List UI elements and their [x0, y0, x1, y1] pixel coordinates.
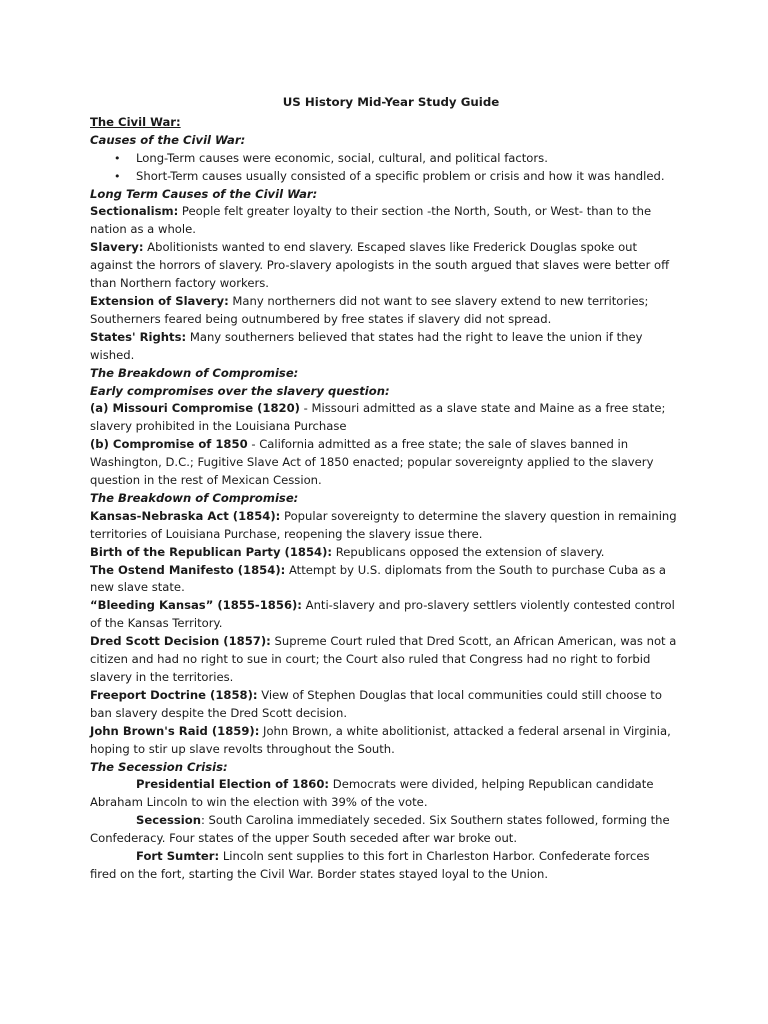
long-term-entry	[90, 329, 678, 365]
breakdown-entry	[90, 597, 678, 633]
entry-text: - Missouri admitted as a slave state and Maine as a free state; slavery prohibited in the Louisiana Purchase	[90, 401, 666, 434]
entry-text: Democrats were divided, helping Republican candidate Abraham Lincoln to win the election with 39% of the vote.	[90, 777, 654, 810]
entry-text: John Brown, a white abolitionist, attacked a federal arsenal in Virginia, hoping to stir up slave revolts throughout the South.	[90, 723, 671, 756]
entry-term: Presidential Election of 1860:	[136, 777, 330, 792]
entry-text: Attempt by U.S. diplomats from the South to purchase Cuba as a new slave state.	[90, 562, 667, 595]
entry-text: People felt greater loyalty to their section -the North, South, or West- than to the nation as a whole.	[90, 204, 652, 237]
breakdown-entry	[90, 723, 678, 759]
secession-entry	[90, 776, 678, 812]
entry-term: Secession	[136, 813, 201, 828]
breakdown-entry	[90, 633, 678, 687]
entry-text: Many northerners did not want to see slavery extend to new territories; Southerners feared being outnumbered by free states if slavery did not spread.	[90, 293, 649, 326]
causes-heading: Causes of the Civil War:	[90, 132, 246, 147]
secession-entry	[90, 812, 678, 848]
long-term-entry	[90, 293, 678, 329]
list-item: • Short-Term causes usually consisted of a specific problem or crisis and how it was handled.	[136, 168, 678, 186]
long-term-entry	[90, 203, 678, 239]
entry-term: John Brown's Raid (1859):	[90, 723, 260, 738]
entry-term: Slavery:	[90, 240, 144, 255]
entry-text: : South Carolina immediately seceded. Six Southern states followed, forming the Confederacy. Four states of the upper South seceded after war broke out.	[90, 813, 670, 846]
breakdown-heading: The Breakdown of Compromise:	[90, 365, 299, 380]
entry-term: The Ostend Manifesto (1854):	[90, 562, 286, 577]
list-item: • Long-Term causes were economic, social, cultural, and political factors.	[136, 150, 678, 168]
breakdown-entry	[90, 544, 678, 562]
breakdown-entry	[90, 508, 678, 544]
compromise-entry	[90, 400, 678, 436]
entry-text: Lincoln sent supplies to this fort in Charleston Harbor. Confederate forces fired on the fort, starting the Civil War. Border states stayed loyal to the Union.	[90, 849, 650, 881]
entry-term: Freeport Doctrine (1858):	[90, 687, 258, 702]
entry-text: Many southerners believed that states had the right to leave the union if they wished.	[90, 329, 643, 362]
secession-entry	[90, 848, 678, 884]
entry-text: Anti-slavery and pro-slavery settlers violently contested control of the Kansas Territory.	[90, 598, 675, 631]
compromise-entry	[90, 436, 678, 490]
long-term-entry	[90, 239, 678, 293]
entry-term: Fort Sumter:	[136, 849, 220, 864]
causes-list	[90, 150, 678, 186]
entry-term: (a) Missouri Compromise (1820)	[90, 401, 300, 416]
entry-term: (b) Compromise of 1850	[90, 437, 248, 452]
entry-term: States' Rights:	[90, 329, 187, 344]
entry-text: Abolitionists wanted to end slavery. Escaped slaves like Frederick Douglas spoke out against the horrors of slavery. Pro-slavery apologists in the south argued that slaves were better off than Northern factory workers.	[90, 240, 670, 291]
entry-text: Popular sovereignty to determine the slavery question in remaining territories of Louisiana Purchase, reopening the slavery issue there.	[90, 508, 677, 541]
entry-text: Republicans opposed the extension of slavery.	[332, 544, 605, 559]
entry-term: Kansas-Nebraska Act (1854):	[90, 508, 281, 523]
long-term-heading: Long Term Causes of the Civil War:	[90, 186, 318, 201]
entry-term: Extension of Slavery:	[90, 293, 229, 308]
entry-term: Sectionalism:	[90, 204, 179, 219]
civil-war-heading: The Civil War:	[90, 114, 181, 129]
entry-term: Dred Scott Decision (1857):	[90, 634, 271, 649]
entry-text: - California admitted as a free state; the sale of slaves banned in Washington, D.C.; Fugitive Slave Act of 1850 enacted; popular sovereignty applied to the slavery question in the rest of Mexican Cession.	[90, 437, 654, 488]
breakdown-heading: The Breakdown of Compromise:	[90, 490, 299, 505]
entry-term: “Bleeding Kansas” (1855-1856):	[90, 598, 302, 613]
entry-text: View of Stephen Douglas that local communities could still choose to ban slavery despite the Dred Scott decision.	[90, 687, 662, 720]
early-compromises-heading: Early compromises over the slavery question:	[90, 383, 390, 398]
document-title: US History Mid-Year Study Guide	[282, 95, 500, 109]
secession-heading: The Secession Crisis:	[90, 759, 228, 774]
breakdown-entry	[90, 562, 678, 598]
entry-term: Birth of the Republican Party (1854):	[90, 544, 333, 559]
breakdown-entry	[90, 687, 678, 723]
entry-text: Supreme Court ruled that Dred Scott, an African American, was not a citizen and had no right to sue in court; the Court also ruled that Congress had no right to forbid slavery in the territories.	[90, 634, 677, 684]
